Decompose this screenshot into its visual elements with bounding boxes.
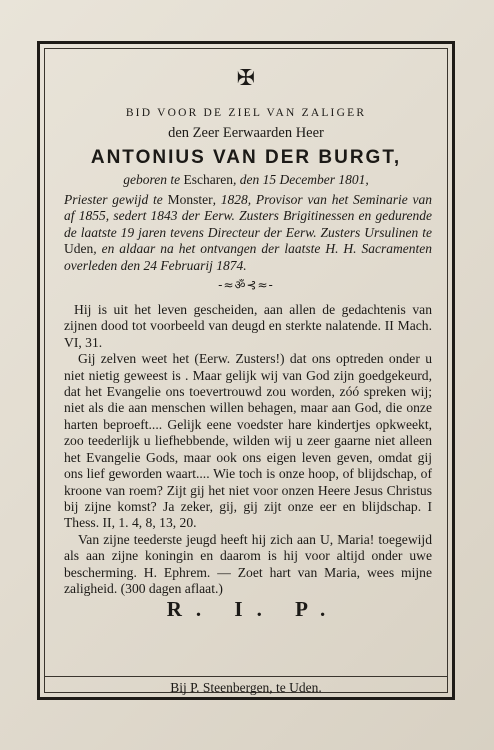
honorific-line: den Zeer Eerwaarden Heer (168, 125, 324, 141)
deceased-name: ANTONIUS VAN DER BURGT, (90, 147, 402, 168)
paragraph-thessalonians: Gij zelven weet het (Eerw. Zusters!) dat ons optreden onder u niet nietig geweest is . Maar gelijk wij van God zijn goedgekeurd, dat het Evangelie ons toevertrouwd zou worden, zóó spreken wij; niet als die aan menschen willen behagen, maar aan God, die onze harten beproeft.... Gelijk eene voedster hare kindertjes opkweekt, zoo teederlijk u liefhebbende, wilden wij u zeer gaarne niet alleen het Evangelie Gods, maar ook ons eigen leven geven, omdat gij ons lief geworden waart.... Wie toch is onze hoop, of blijdschap, of kroone van roem? Zijt gij het niet voor onzen Heere Jesus Christus bij zijne komst? Ja zeker, gij, gij zijt onze eer en blijdschap. I Thess. II, 1. 4, 8, 13, 20. (64, 351, 432, 531)
maltese-cross-icon: ✠ (236, 66, 256, 91)
bio-place-1: Monster (167, 192, 213, 207)
birth-place: Escharen (183, 172, 233, 187)
rip-closing: R. I. P. (166, 597, 340, 622)
memorial-text (54, 302, 438, 597)
prayer-line: BID VOOR DE ZIEL VAN ZALIGER (125, 107, 367, 119)
bio-part-3: , en aldaar na het ontvangen der laatste H. H. Sacramenten overleden den 24 Februarij 1874. (64, 241, 432, 273)
footer-divider (45, 676, 447, 677)
bio-part-1: Priester gewijd te (64, 192, 168, 207)
bio-part-2: , 1828, Provisor van het Seminarie van af 1855, sedert 1843 der Eerw. Zusters Brigitinessen en gedurende de laatste 19 jaren tevens Directeur der Eerw. Zusters Ursulinen te (64, 192, 433, 240)
birth-prefix: geboren te (123, 172, 184, 187)
paragraph-devotion: Van zijne teederste jeugd heeft hij zich aan U, Maria! toegewijd als aan zijne koningin en daarom is hij voor altijd onder uwe bescherming. H. Ephrem. — Zoet hart van Maria, wees mijne zaligheid. (300 dagen aflaat.) (64, 531, 432, 596)
printer-credit: Bij P. Steenbergen, te Uden. (170, 680, 322, 695)
birth-date: , den 15 December 1801, (233, 172, 369, 187)
bio-place-2: Uden (64, 241, 94, 257)
biography (54, 192, 438, 274)
flourish-ornament-icon: -≈ॐ⊰≈- (218, 278, 274, 293)
paragraph-scripture: Hij is uit het leven gescheiden, aan allen de gedachtenis van zijnen dood tot voorbeeld van deugd en sterkte nalatende. II Mach. VI, 31. (64, 302, 432, 350)
card-content (54, 68, 438, 620)
birth-line (54, 171, 438, 189)
